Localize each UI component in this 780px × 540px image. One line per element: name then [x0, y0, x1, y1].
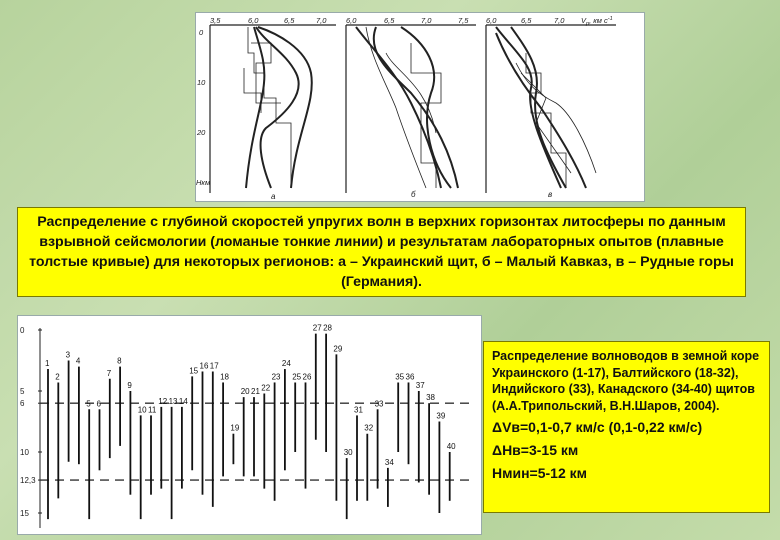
waveguide-label-39: 39	[436, 411, 446, 421]
panel-a-curves	[244, 27, 312, 188]
waveguide-label-9: 9	[127, 381, 132, 390]
waveguide-description: Распределение волноводов в земной коре Украинского (1-17), Балтийского (18-32), Индийского (33), Канадского (34-40) щитов (А.А.Трипольский, В.Н.Шаров, 2004).	[492, 349, 760, 413]
waveguide-figure	[17, 315, 482, 535]
depth-label-10: 10	[197, 78, 206, 87]
waveguide-plot	[18, 316, 481, 534]
waveguide-label-5: 5	[86, 399, 91, 409]
depth-label-0: 0	[199, 28, 204, 37]
waveguide-label-29: 29	[333, 344, 343, 354]
waveguide-label-20: 20	[240, 387, 250, 397]
waveguide-label-38: 38	[426, 393, 436, 403]
axis-b-tick-3: 7,0	[421, 16, 432, 25]
waveguide-label-8: 8	[117, 356, 122, 366]
waveguide-label-36: 36	[405, 372, 415, 382]
waveguide-label-21: 21	[251, 387, 260, 397]
waveguide-label-30: 30	[343, 448, 353, 458]
waveguide-label-4: 4	[75, 356, 81, 366]
waveguide-label-34: 34	[384, 457, 394, 467]
depth-tick-label: 6	[20, 399, 25, 409]
waveguide-label-18: 18	[220, 372, 230, 382]
waveguide-label-23: 23	[271, 372, 281, 382]
formula-h-min: Нмин=5-12 км	[492, 465, 587, 481]
waveguide-label-2: 2	[55, 372, 60, 382]
waveguide-label-37: 37	[415, 381, 425, 390]
waveguide-label-31: 31	[354, 405, 363, 415]
waveguide-label-25: 25	[292, 372, 302, 382]
depth-tick-label: 15	[20, 509, 29, 518]
caption-top: Распределение с глубиной скоростей упругих волн в верхних горизонтах литосферы по данным взрывной сейсмологии (ломаные тонкие линии) и результатам лабораторных опытов (плавные толстые кривые) для некоторых регионов: а – Украинский щит, б – Малый Кавказ, в – Рудные горы (Германия).	[17, 207, 746, 297]
velocity-depth-figure	[195, 12, 645, 202]
waveguide-label-35: 35	[395, 372, 405, 382]
waveguide-wells	[45, 324, 456, 519]
depth-label-20: 20	[197, 128, 206, 137]
depth-tick-label: 5	[20, 387, 25, 396]
waveguide-label-10: 10	[137, 405, 147, 415]
waveguide-label-15: 15	[189, 366, 199, 376]
waveguide-label-32: 32	[364, 423, 374, 433]
waveguide-label-17: 17	[209, 361, 219, 371]
waveguide-label-16: 16	[199, 361, 209, 371]
axis-c-unit-v: V	[581, 16, 587, 25]
axis-a-tick-4: 7,0	[316, 16, 327, 25]
waveguide-label-28: 28	[323, 323, 333, 333]
waveguide-label-22: 22	[261, 383, 271, 393]
panel-letter-a: а	[271, 192, 276, 201]
waveguide-label-24: 24	[281, 359, 291, 369]
waveguide-label-19: 19	[230, 423, 240, 433]
waveguide-label-33: 33	[374, 399, 384, 409]
waveguide-label-26: 26	[302, 372, 312, 382]
panel-letter-b: б	[411, 190, 416, 199]
axis-a-tick-2: 6,0	[248, 16, 259, 25]
axis-c-tick-2: 6,5	[521, 16, 532, 25]
velocity-depth-plot	[196, 13, 644, 201]
waveguide-label-11: 11	[148, 405, 157, 415]
axis-a-tick-3: 6,5	[284, 16, 295, 25]
axis-b-tick-1: 6,0	[346, 16, 357, 25]
axis-b-tick-2: 6,5	[384, 16, 395, 25]
depth-ticks	[20, 326, 42, 518]
caption-right	[483, 341, 770, 513]
formula-delta-h: ΔНв=3-15 км	[492, 442, 579, 458]
waveguide-label-7: 7	[106, 368, 112, 378]
axis-c-unit-kms: , км с	[589, 16, 608, 25]
waveguide-label-27: 27	[312, 323, 322, 333]
waveguide-label-14: 14	[178, 396, 188, 406]
axis-c-tick-3: 7,0	[554, 16, 565, 25]
axis-a-tick-1: 3,5	[210, 16, 221, 25]
waveguide-label-40: 40	[446, 442, 456, 451]
axis-c-unit-sub: р	[586, 21, 590, 27]
waveguide-label-1: 1	[45, 359, 50, 369]
panel-letter-c: в	[548, 190, 553, 199]
axis-c-tick-1: 6,0	[486, 16, 497, 25]
depth-tick-label: 12,3	[20, 476, 36, 486]
depth-tick-label: 10	[20, 448, 29, 457]
depth-tick-label: 0	[20, 326, 25, 335]
waveguide-label-13: 13	[168, 396, 178, 406]
formula-delta-v: ΔVв=0,1-0,7 км/с (0,1-0,22 км/с)	[492, 419, 703, 435]
waveguide-label-3: 3	[65, 350, 71, 360]
axis-b-tick-4: 7,5	[458, 16, 469, 25]
waveguide-label-6: 6	[96, 399, 101, 409]
axis-c-unit-exp: -1	[607, 16, 613, 22]
waveguide-label-12: 12	[158, 396, 168, 406]
depth-unit-label: Нкм	[196, 178, 211, 187]
panel-c-curves	[496, 27, 596, 188]
panel-b-curves	[356, 27, 458, 188]
